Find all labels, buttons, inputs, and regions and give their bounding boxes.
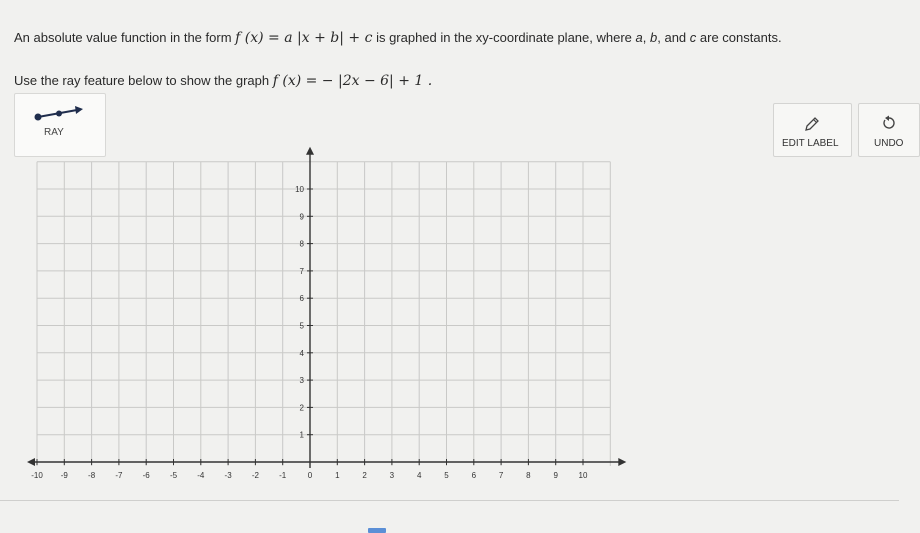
y-tick-label: 4 <box>299 348 304 358</box>
ray-tool-button[interactable] <box>14 93 106 157</box>
x-axis-right-arrow <box>618 458 626 466</box>
separator-2: , and <box>657 30 687 45</box>
y-tick-label: 10 <box>295 185 304 194</box>
x-axis-left-arrow <box>27 458 35 466</box>
x-tick-label: 1 <box>335 471 340 480</box>
x-tick-label: 8 <box>526 471 531 480</box>
x-tick-label: -5 <box>169 471 178 480</box>
x-tick-label: -4 <box>197 471 205 480</box>
x-tick-label: -7 <box>115 471 123 480</box>
y-tick-label: 5 <box>299 321 304 331</box>
question-line-1 <box>14 30 782 46</box>
coordinate-plane[interactable] <box>0 156 640 500</box>
x-tick-label: 10 <box>578 471 588 480</box>
edit-label-button[interactable] <box>773 103 852 157</box>
grid-lines <box>37 162 610 466</box>
graph-toolbar <box>0 93 904 156</box>
constant-a: a <box>635 30 643 45</box>
x-tick-label: 4 <box>416 471 422 480</box>
y-tick-label: 9 <box>299 212 304 222</box>
axes <box>27 147 626 468</box>
question-line-2 <box>14 73 432 89</box>
x-tick-label: 5 <box>444 471 449 480</box>
x-tick-label: -6 <box>142 471 150 480</box>
x-tick-label: 0 <box>307 471 313 480</box>
y-tick-label: 7 <box>299 266 304 276</box>
x-tick-label: -9 <box>60 471 68 480</box>
constant-c: c <box>689 30 697 45</box>
x-tick-label: -2 <box>251 471 259 480</box>
undo-button[interactable] <box>858 103 920 157</box>
edit-label-text: EDIT LABEL <box>782 138 839 149</box>
x-tick-label: 2 <box>362 471 367 480</box>
constant-b: b <box>650 30 658 45</box>
undo-label: UNDO <box>874 138 904 149</box>
x-tick-label: 9 <box>553 471 558 480</box>
question-text-intro: An absolute value function in the form <box>14 30 232 45</box>
y-tick-label: 1 <box>299 430 304 440</box>
x-tick-label: -3 <box>224 471 232 480</box>
ray-tool-label: RAY <box>44 127 64 138</box>
x-tick-label: -1 <box>279 471 287 480</box>
undo-icon <box>881 115 897 131</box>
y-tick-label: 2 <box>299 403 304 413</box>
x-tick-label: -8 <box>88 471 96 480</box>
y-tick-label: 8 <box>299 239 304 249</box>
function-form-formula: f (x) = a |x + b| + c <box>235 30 373 46</box>
question-text-end: are constants. <box>699 30 782 45</box>
x-tick-label: 7 <box>498 471 504 480</box>
y-tick-label: 6 <box>299 294 304 304</box>
target-function-formula: f (x) = − |2x − 6| + 1 . <box>272 73 433 89</box>
x-tick-label: -10 <box>31 471 43 480</box>
x-tick-label: 3 <box>389 471 395 480</box>
y-tick-label: 3 <box>299 376 304 386</box>
ray-tool-icon <box>33 104 89 124</box>
x-tick-label: 6 <box>471 471 477 480</box>
question-text-mid: is graphed in the xy-coordinate plane, where <box>376 30 632 45</box>
separator-1: , <box>642 30 647 45</box>
pencil-icon <box>803 115 821 133</box>
instruction-text: Use the ray feature below to show the graph <box>14 73 270 88</box>
bottom-scroll-tab[interactable] <box>368 528 386 533</box>
divider <box>0 500 899 501</box>
